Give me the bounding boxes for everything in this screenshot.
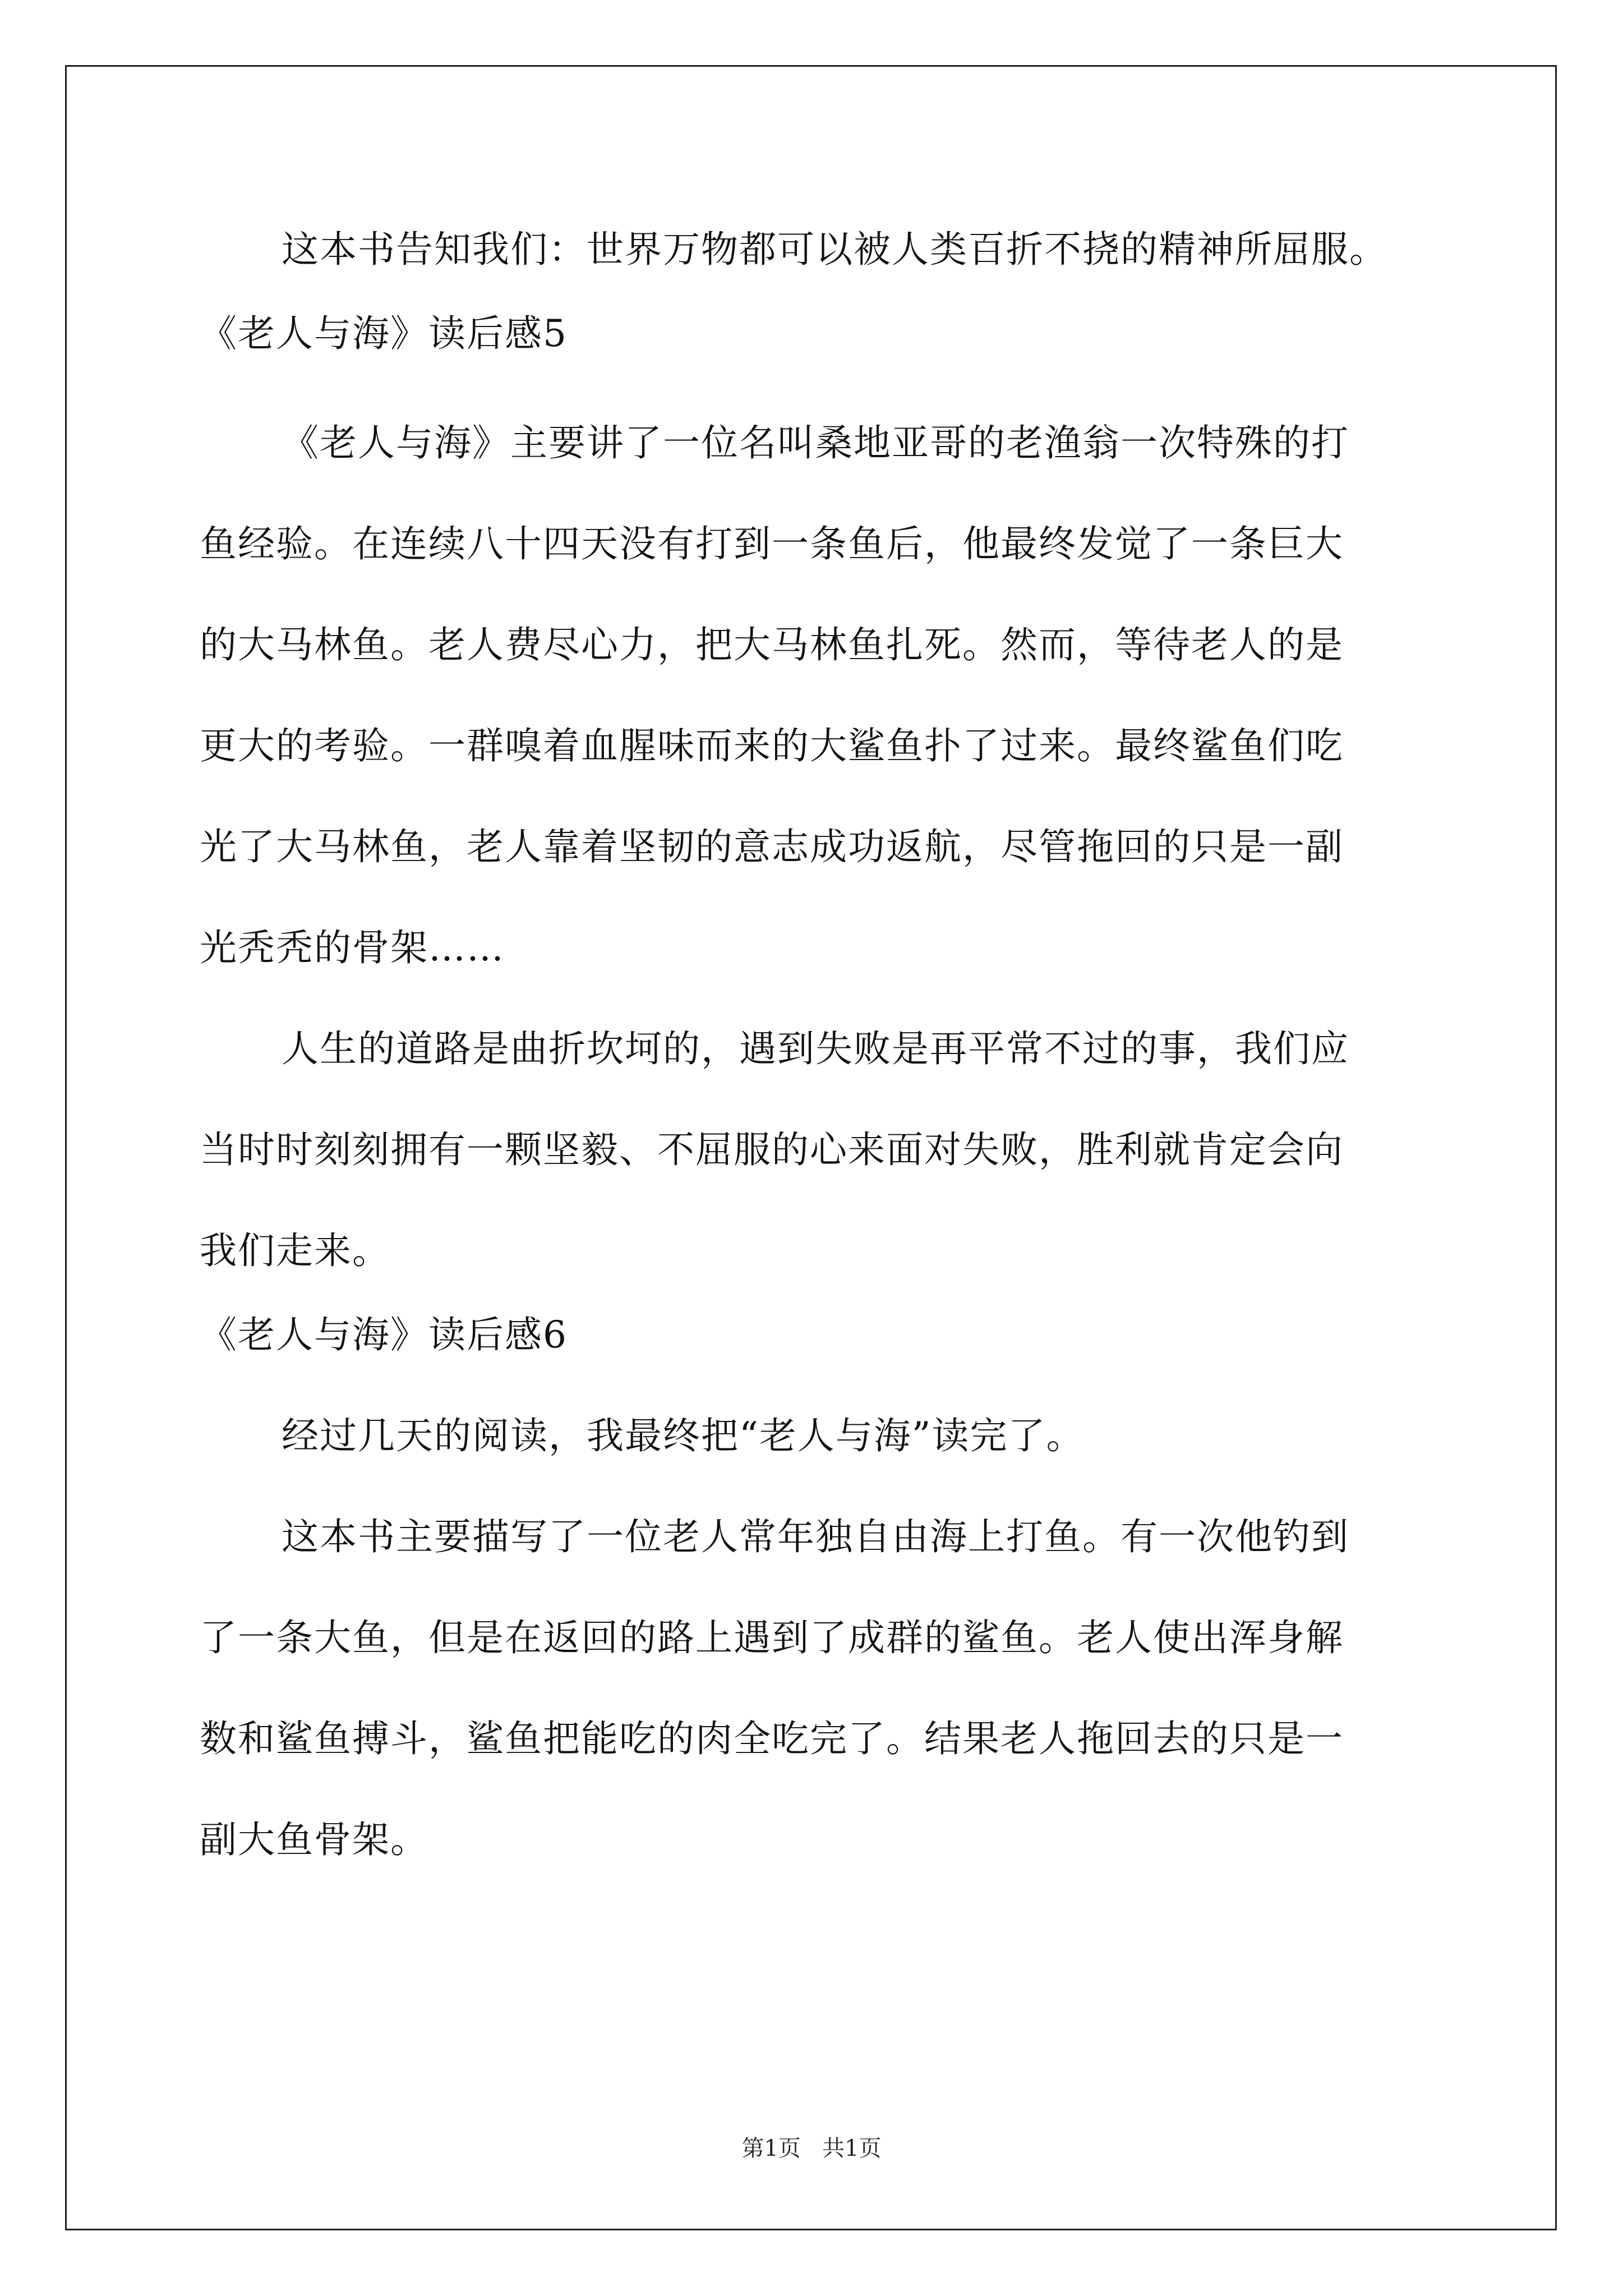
page-number-label: 第1页 共1页	[741, 2136, 882, 2161]
paragraph-line: 更大的考验。一群嗅着血腥味而来的大鲨鱼扑了过来。最终鲨鱼们吃	[200, 724, 1344, 767]
paragraph-line: 的大马林鱼。老人费尽心力，把大马林鱼扎死。然而，等待老人的是	[200, 623, 1344, 666]
paragraph-line: 光秃秃的骨架……	[200, 926, 505, 969]
paragraph-line: 光了大马林鱼，老人靠着坚韧的意志成功返航，尽管拖回的只是一副	[200, 825, 1344, 868]
paragraph-line: 鱼经验。在连续八十四天没有打到一条鱼后，他最终发觉了一条巨大	[200, 522, 1344, 565]
paragraph-line: 这本书主要描写了一位老人常年独自由海上打鱼。有一次他钓到	[282, 1515, 1349, 1558]
section-heading: 《老人与海》读后感6	[200, 1313, 568, 1356]
page-footer	[0, 2132, 1623, 2165]
paragraph-line: 我们走来。	[200, 1229, 390, 1272]
paragraph-line: 当时时刻刻拥有一颗坚毅、不屈服的心来面对失败，胜利就肯定会向	[200, 1128, 1344, 1171]
paragraph-line: 了一条大鱼，但是在返回的路上遇到了成群的鲨鱼。老人使出浑身解	[200, 1616, 1344, 1659]
paragraph-line: 人生的道路是曲折坎坷的，遇到失败是再平常不过的事，我们应	[282, 1027, 1349, 1070]
paragraph-line: 数和鲨鱼搏斗，鲨鱼把能吃的肉全吃完了。结果老人拖回去的只是一	[200, 1717, 1344, 1760]
paragraph-line: 《老人与海》主要讲了一位名叫桑地亚哥的老渔翁一次特殊的打	[282, 421, 1349, 464]
paragraph-line: 这本书告知我们：世界万物都可以被人类百折不挠的精神所屈服。	[282, 228, 1387, 271]
paragraph-line: 经过几天的阅读，我最终把“老人与海”读完了。	[282, 1414, 1085, 1457]
paragraph-line: 副大鱼骨架。	[200, 1818, 428, 1861]
section-heading: 《老人与海》读后感5	[200, 312, 568, 355]
